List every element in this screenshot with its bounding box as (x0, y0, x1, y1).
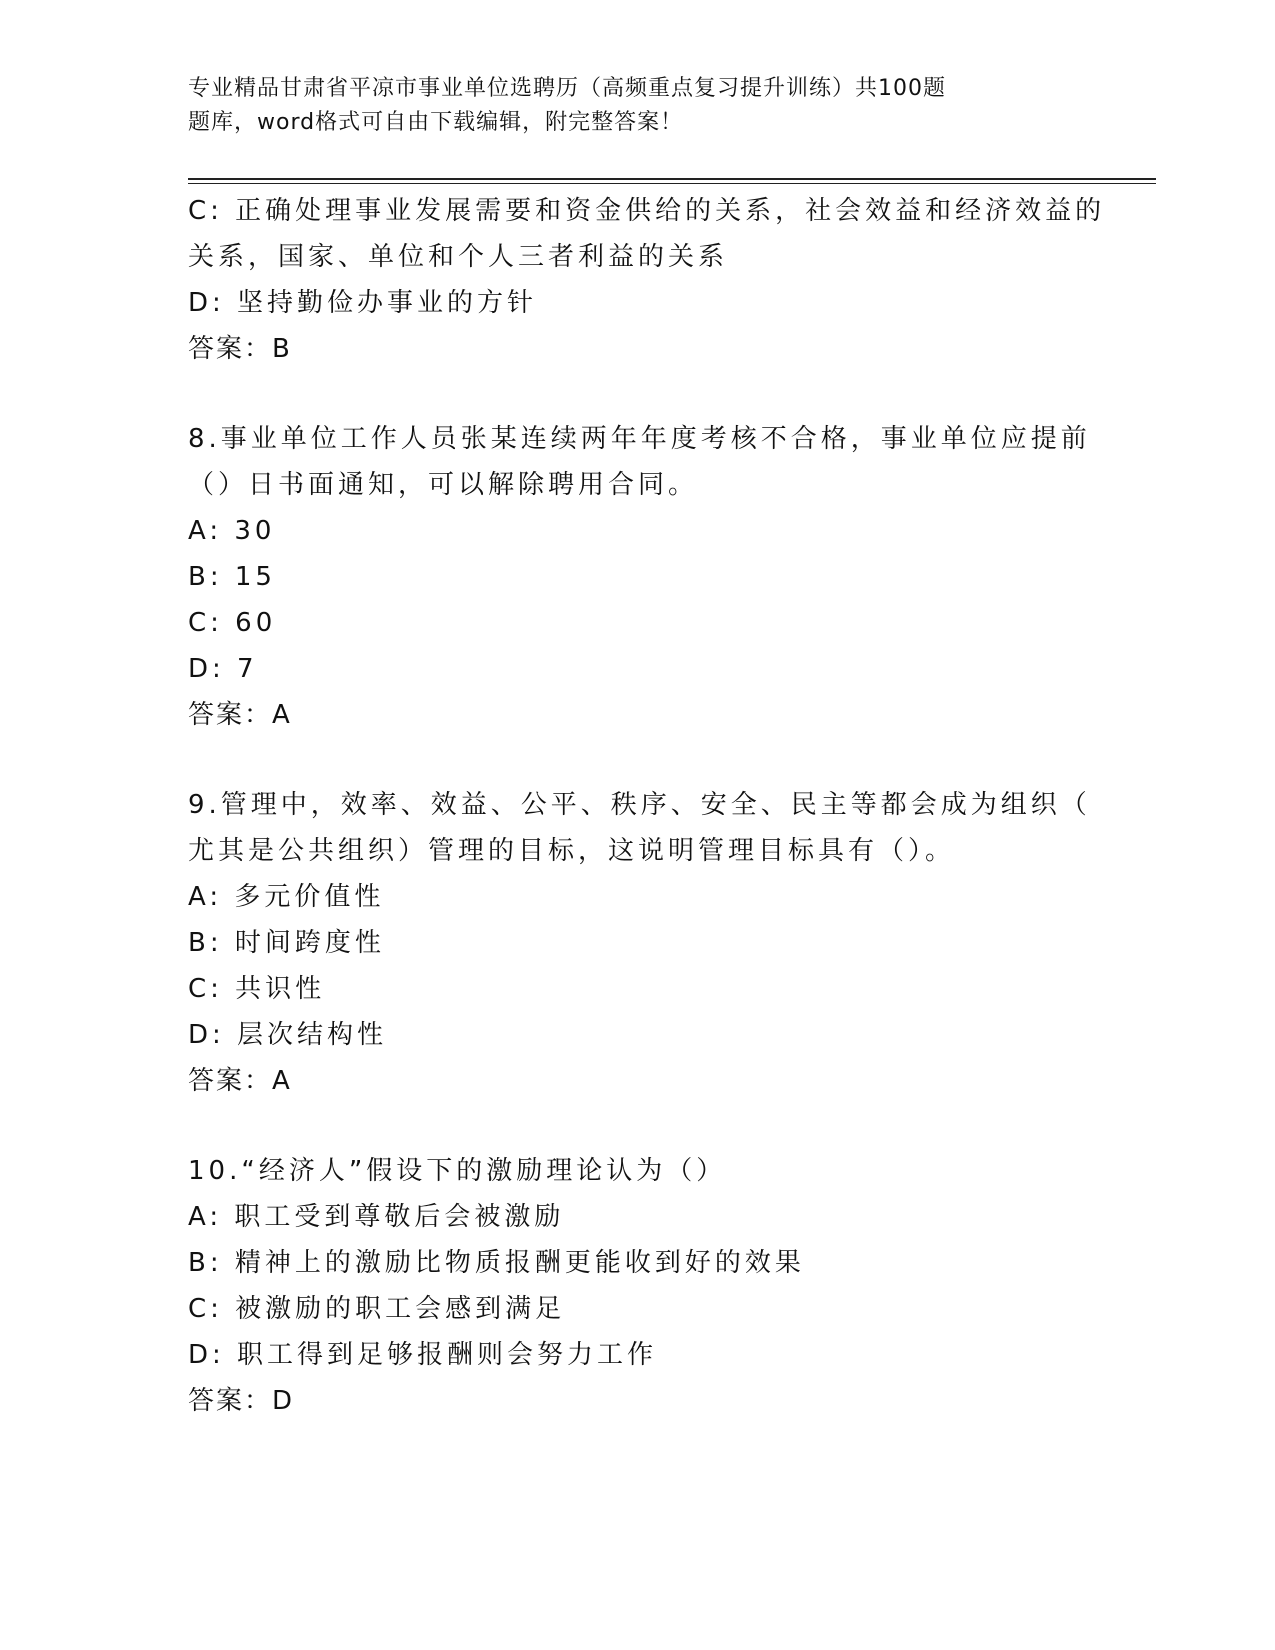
question-9-option-d: D: 层次结构性 (188, 1020, 388, 1050)
question-9-option-c: C: 共识性 (188, 974, 326, 1004)
question-spacer (188, 738, 1108, 782)
option-c-line-1: C: 正确处理事业发展需要和资金供给的关系，社会效益和经济效益的 (188, 196, 1106, 226)
header-divider-thin (188, 183, 1156, 184)
question-content (188, 188, 1108, 1424)
header-title-line-2: 题库，word格式可自由下载编辑，附完整答案！ (188, 110, 684, 135)
header-divider (188, 178, 1156, 180)
question-9-stem-line-2: 尤其是公共组织）管理的目标，这说明管理目标具有（）。 (188, 836, 956, 866)
question-10-option-a: A: 职工受到尊敬后会被激励 (188, 1202, 565, 1232)
question-9-answer: 答案：A (188, 1066, 292, 1096)
question-10-option-d: D: 职工得到足够报酬则会努力工作 (188, 1340, 658, 1370)
answer-label: 答案：B (188, 334, 292, 364)
question-8-answer: 答案：A (188, 700, 292, 730)
question-8-option-a: A: 30 (188, 516, 276, 546)
question-10-option-c: C: 被激励的职工会感到满足 (188, 1294, 566, 1324)
document-header (188, 72, 1048, 140)
question-8-stem-line-1: 8.事业单位工作人员张某连续两年年度考核不合格，事业单位应提前 (188, 424, 1091, 454)
question-9-option-b: B: 时间跨度性 (188, 928, 385, 958)
question-8-option-c: C: 60 (188, 608, 277, 638)
question-9-stem-line-1: 9.管理中，效率、效益、公平、秩序、安全、民主等都会成为组织（ (188, 790, 1091, 820)
header-title-line-1: 专业精品甘肃省平凉市事业单位选聘历（高频重点复习提升训练）共100题 (188, 76, 946, 101)
question-10-answer: 答案：D (188, 1386, 295, 1416)
question-10-stem: 10.“经济人”假设下的激励理论认为（） (188, 1156, 727, 1186)
question-spacer (188, 1104, 1108, 1148)
option-c-line-2: 关系，国家、单位和个人三者利益的关系 (188, 242, 729, 272)
question-9-option-a: A: 多元价值性 (188, 882, 385, 912)
option-d: D: 坚持勤俭办事业的方针 (188, 288, 538, 318)
question-10-option-b: B: 精神上的激励比物质报酬更能收到好的效果 (188, 1248, 805, 1278)
question-spacer (188, 372, 1108, 416)
question-8-option-b: B: 15 (188, 562, 276, 592)
question-8-option-d: D: 7 (188, 654, 258, 684)
question-8-stem-line-2: （）日书面通知，可以解除聘用合同。 (188, 470, 699, 500)
